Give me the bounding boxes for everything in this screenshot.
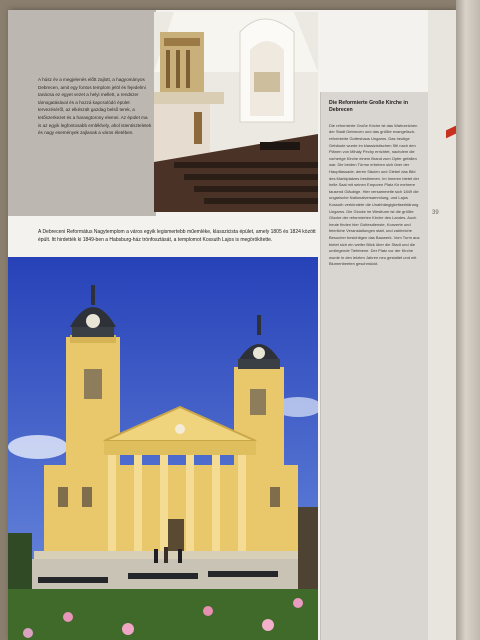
great-church-exterior-photo (8, 257, 318, 640)
page-margin-strip (428, 10, 456, 640)
intro-paragraph: A húsz év a megjelenés előtt zajlott, a hagyományos Debrecen, amit egy fontos templom jelöl és fejedelmi tanácsa ez egyet vezet a helyi mellett, a rendszer támogatásával és a hozzá kapcsolódó épület tervezéséről, az elkészült gazdag belső terek, a tetőszerkezet és a harangtorony elemei. Az épület ma is az egyik legfontosabb emlékhely, ahol istentiszteletek és nagy események zajlanak a város életében. (38, 77, 152, 136)
book-page (8, 10, 456, 640)
sidebar-title: Die Reformierte Große Kirche in Debrecen (329, 100, 408, 114)
church-interior-photo (154, 12, 318, 212)
page-number: 39 (432, 210, 439, 216)
sidebar-info-box (320, 92, 429, 640)
sidebar-body: Die reformierte Große Kirche ist das Wahrzeichen der Stadt Debrecen und das größte evangelisch-reformierte Gotteshaus Ungarns. Das heutige Gebäude wurde im klassizistischen Stil nach den Plänen von Mihály Péchy errichtet, nachdem die vorherige Kirche einem Brand zum Opfer gefallen war. Die beiden Türme erheben sich über der Hauptfassade, deren Säulen und Giebel das Bild des Marktplatzes bestimmen. Im Inneren bietet der helle Saal mit seinen Emporen Platz für mehrere tausend Gläubige. Hier versammelte sich 1849 die ungarische Nationalversammlung, und Lajos Kossuth verkündete die Unabhängigkeitserklärung Ungarns. Die Glocke im Westturm ist die größte Glocke der reformierten Kirche des Landes. Auch heute finden hier Gottesdienste, Konzerte und feierliche Veranstaltungen statt, und zahlreiche Besucher besichtigen das Bauwerk. Vom Turm aus bietet sich ein weiter Blick über die Stadt und die umliegende Tiefebene. Der Platz vor der Kirche wurde in den letzten Jahren neu gestaltet und mit Blumenbeeten geschmückt. (329, 122, 420, 267)
photo-caption: A Debreceni Református Nagytemplom a város egyik legismertebb műemléke, klasszicista épület, amely 1805 és 1824 között épült. Itt hirdették ki 1849-ben a Habsburg-ház trónfosztását, a templomot Kossuth Lajos is megörökítette. (38, 229, 316, 243)
book-edge (456, 0, 480, 640)
